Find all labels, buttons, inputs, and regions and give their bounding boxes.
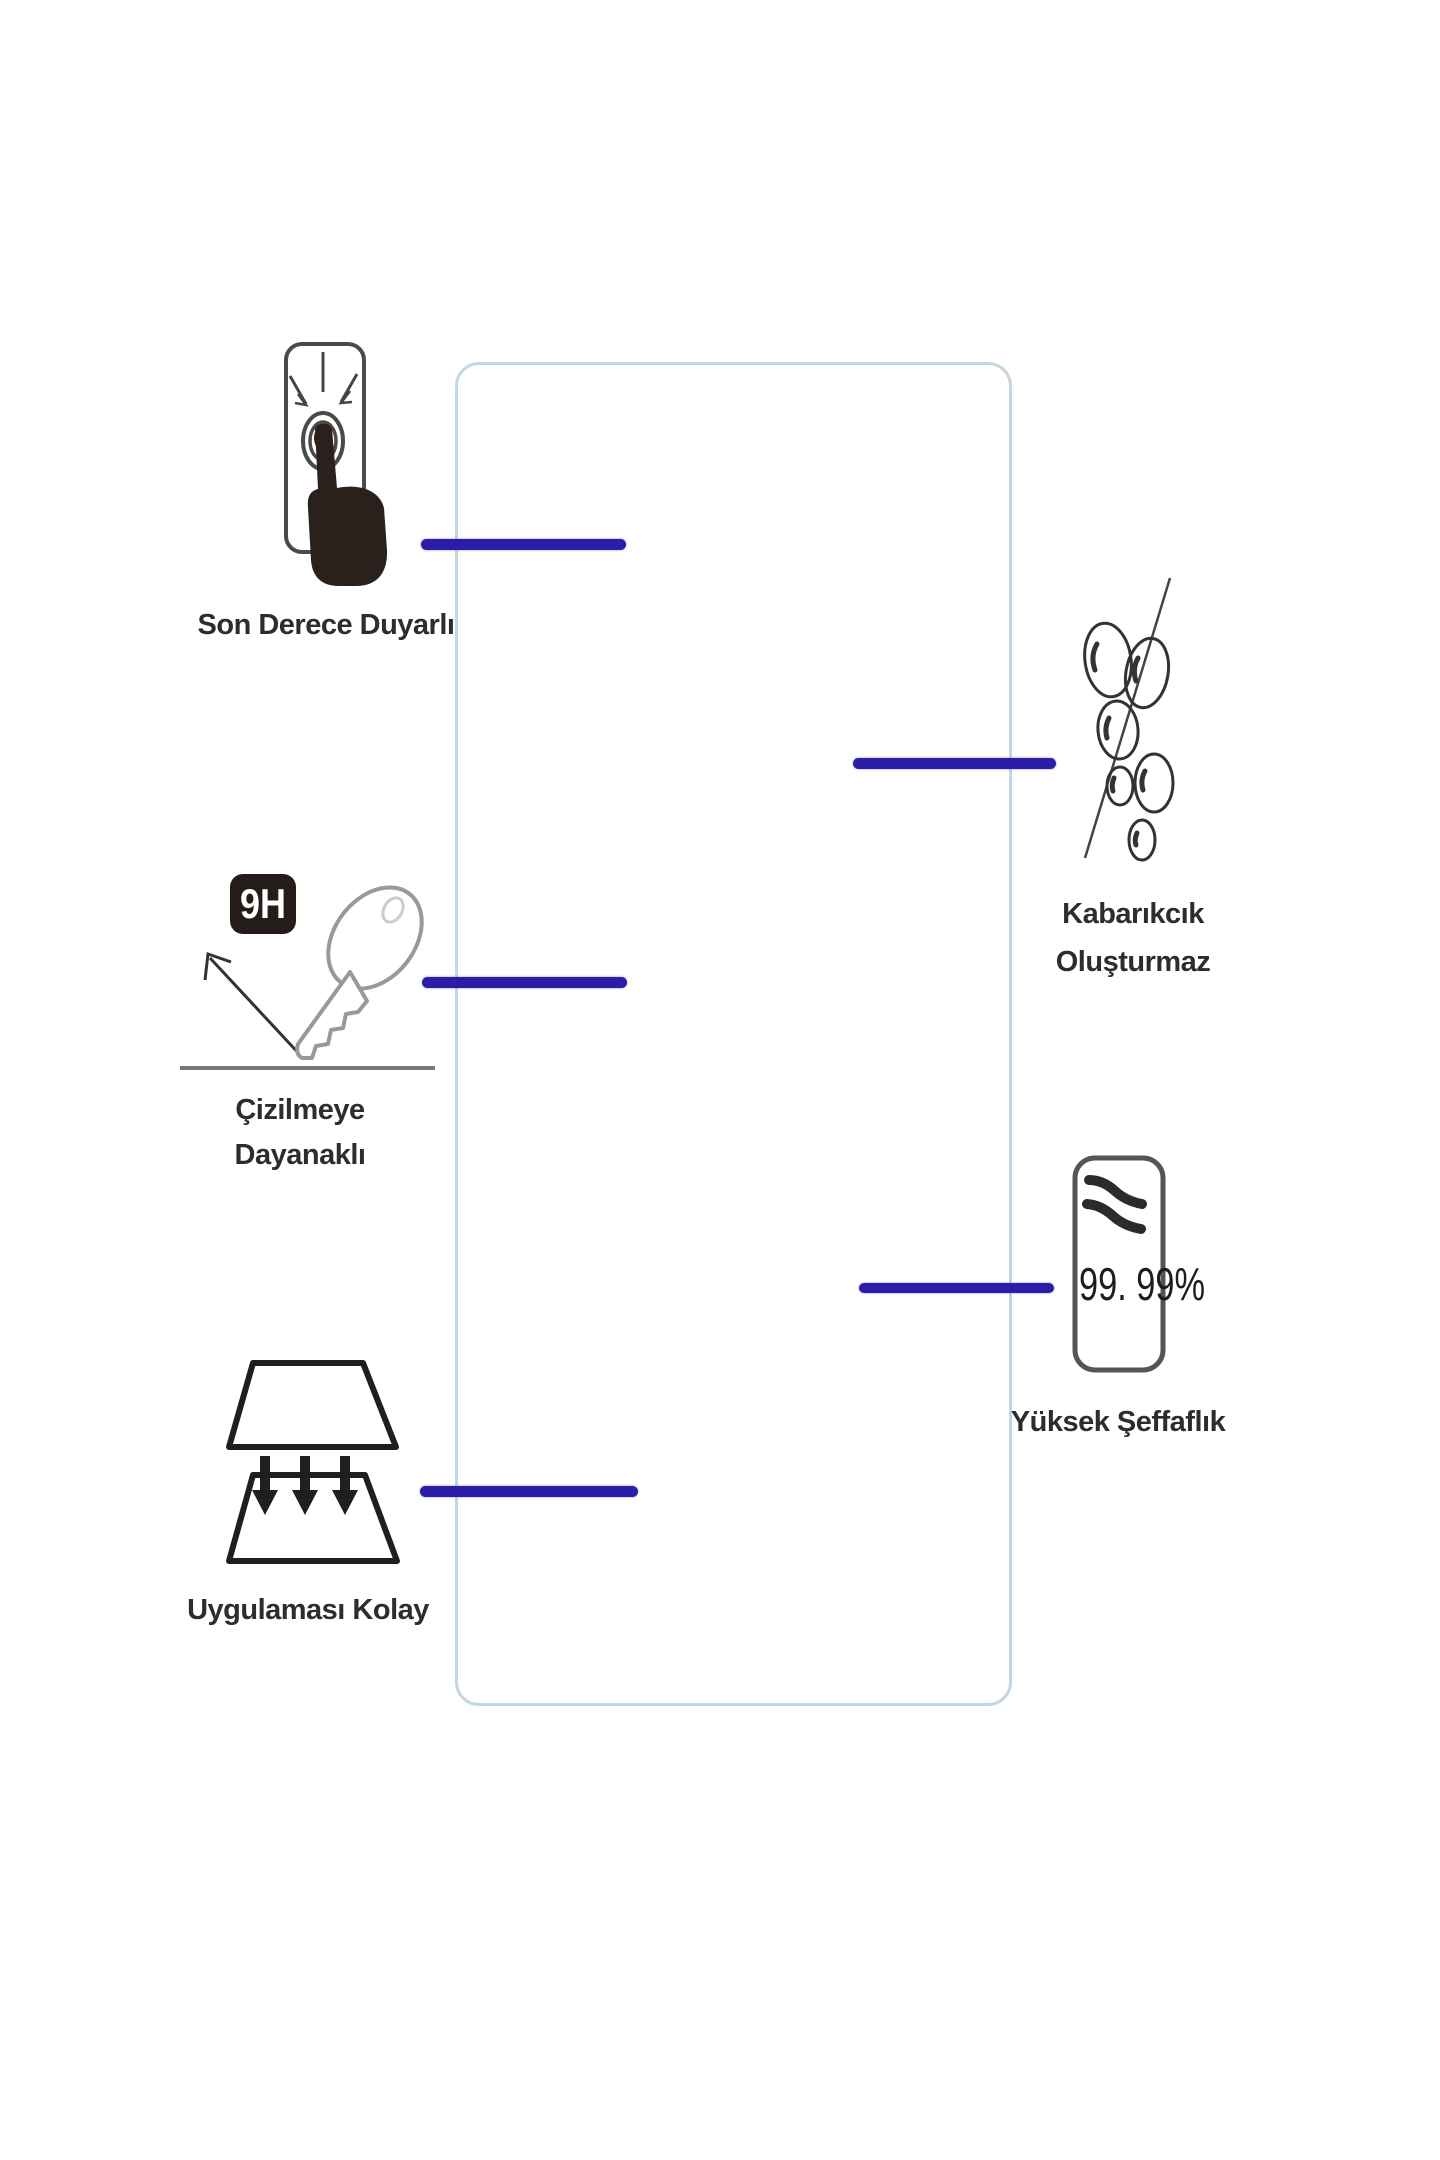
- feature-label-no-bubbles-line1: Kabarıkcık: [1062, 898, 1204, 930]
- feature-label-easy-apply: Uygulaması Kolay: [187, 1594, 429, 1626]
- transparency-value: 99. 99%: [1079, 1258, 1205, 1310]
- callout-line-easy-apply: [420, 1486, 638, 1497]
- feature-label-no-bubbles: [1033, 890, 1233, 986]
- key-bounce-icon: [170, 860, 450, 1075]
- touch-finger-icon: [240, 330, 460, 600]
- callout-line-no-bubbles: [853, 758, 1056, 769]
- feature-label-scratch-line2: Dayanaklı: [234, 1139, 366, 1171]
- hardness-badge-text: 9H: [240, 880, 286, 927]
- callout-line-scratch: [422, 977, 627, 988]
- feature-label-scratch: [200, 1088, 400, 1178]
- feature-label-transparency: Yüksek Şeffaflık: [1010, 1406, 1226, 1438]
- feature-label-no-bubbles-line2: Oluşturmaz: [1055, 946, 1211, 978]
- screen-protector-outline: [455, 362, 1012, 1706]
- glass-layers-icon: [215, 1352, 410, 1572]
- phone-shine-icon: [1063, 1148, 1213, 1383]
- bubbles-crossed-icon: [1075, 568, 1185, 868]
- feature-label-sensitive: Son Derece Duyarlı: [197, 609, 455, 641]
- callout-line-transparency: [859, 1283, 1054, 1293]
- feature-label-scratch-line1: Çizilmeye: [235, 1094, 365, 1126]
